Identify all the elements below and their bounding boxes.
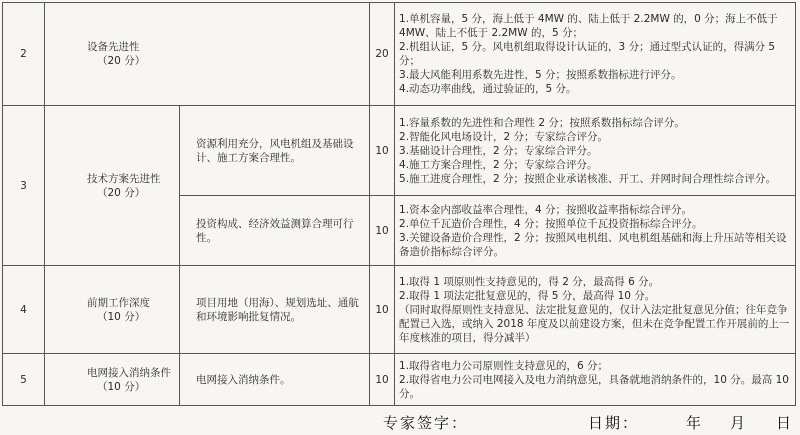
subitem-name: 项目用地（用海）、规划选址、通航和环境影响批复情况。 [180, 266, 370, 354]
criteria-line: 4.动态功率曲线，通过验证的，5 分。 [399, 83, 577, 95]
criteria-line: 1.容量系数的先进性和合理性 2 分；按照系数指标综合评分。 [399, 116, 685, 129]
item-points: （20 分） [97, 186, 146, 199]
day-label: 日 [776, 414, 794, 432]
date-label: 日期： [588, 414, 640, 432]
sub-points: 10 [370, 106, 395, 196]
subitem-name: 电网接入消纳条件。 [180, 354, 370, 406]
criteria-line: 5.施工进度合理性，2 分；按照企业承诺核准、开工、并网时间合理性综合评分。 [399, 172, 777, 185]
table-row-2 [3, 3, 796, 106]
signature-row [0, 410, 800, 434]
item-cell [45, 106, 180, 266]
subitem-name: 资源利用充分，风电机组及基础设计、施工方案合理性。 [180, 106, 370, 196]
expert-signature-label: 专家签字： [383, 414, 469, 432]
row-number: 5 [3, 354, 45, 406]
item-name: 技术方案先进性 [87, 172, 161, 185]
item-points: （10 分） [97, 310, 146, 323]
item-cell [45, 266, 180, 354]
criteria-line: 2.单位千瓦造价合理性，4 分；按照单位千瓦投资指标综合评分。 [399, 217, 703, 230]
item-name: 前期工作深度 [87, 296, 150, 309]
criteria-cell [395, 106, 796, 196]
criteria-line: 1.资本金内部收益率合理性，4 分；按照收益率指标综合评分。 [399, 203, 693, 216]
row-number: 4 [3, 266, 45, 354]
item-cell [45, 354, 180, 406]
criteria-line: 2.取得 1 项法定批复意见的，得 5 分，最高得 10 分。 [399, 289, 656, 302]
criteria-line: 1.单机容量，5 分，海上低于 4MW 的、陆上低于 2.2MW 的，0 分；海上不低于 4MW、陆上不低于 2.2MW 的，5 分； [399, 13, 778, 39]
table-row-4 [3, 266, 796, 354]
row-number: 2 [3, 3, 45, 106]
sub-points: 10 [370, 266, 395, 354]
item-name: 电网接入消纳条件 [87, 366, 171, 379]
criteria-line: 3.基础设计合理性，2 分；专家综合评分。 [399, 144, 598, 157]
criteria-line: 4.施工方案合理性，2 分；专家综合评分。 [399, 158, 598, 171]
subitem-name: 投资构成、经济效益测算合理可行性。 [180, 196, 370, 266]
criteria-line: 2.取得省电力公司电网接入及电力消纳意见，具备就地消纳条件的，10 分。最高 10 分。 [399, 373, 789, 400]
sub-points: 10 [370, 196, 395, 266]
item-name: 设备先进性 [87, 41, 140, 53]
item-points: （20 分） [97, 55, 146, 67]
scoring-table [2, 2, 796, 406]
criteria-line: 3.关键设备造价合理性，2 分；按照风电机组、风电机组基础和海上升压站等相关设备造价指标综合评分。 [399, 231, 787, 258]
criteria-cell [395, 354, 796, 406]
month-label: 月 [730, 414, 748, 432]
criteria-line: （同时取得原则性支持意见、法定批复意见的，仅计入法定批复意见分值；往年竞争配置已入选，或纳入 2018 年度及以前建设方案，但未在竞争配置工作开展前的上一年度核准的项目，得分减半） [399, 303, 790, 344]
criteria-line: 2.机组认证，5 分。风电机组取得设计认证的，3 分；通过型式认证的，得满分 5 分； [399, 41, 776, 67]
sub-points: 10 [370, 354, 395, 406]
table-row-5 [3, 354, 796, 406]
year-label: 年 [686, 414, 704, 432]
item-cell [45, 3, 370, 106]
criteria-line: 1.取得省电力公司原则性支持意见的，6 分； [399, 359, 609, 372]
criteria-cell [395, 3, 796, 106]
item-points: （10 分） [97, 380, 146, 393]
criteria-line: 1.取得 1 项原则性支持意见的，得 2 分，最高得 6 分。 [399, 275, 660, 288]
criteria-cell [395, 196, 796, 266]
criteria-line: 2.智能化风电场设计，2 分；专家综合评分。 [399, 130, 609, 143]
row-number: 3 [3, 106, 45, 266]
sub-points: 20 [370, 3, 395, 106]
table-row-3a [3, 106, 796, 196]
criteria-cell [395, 266, 796, 354]
criteria-line: 3.最大风能利用系数先进性，5 分；按照系数指标进行评分。 [399, 69, 682, 81]
